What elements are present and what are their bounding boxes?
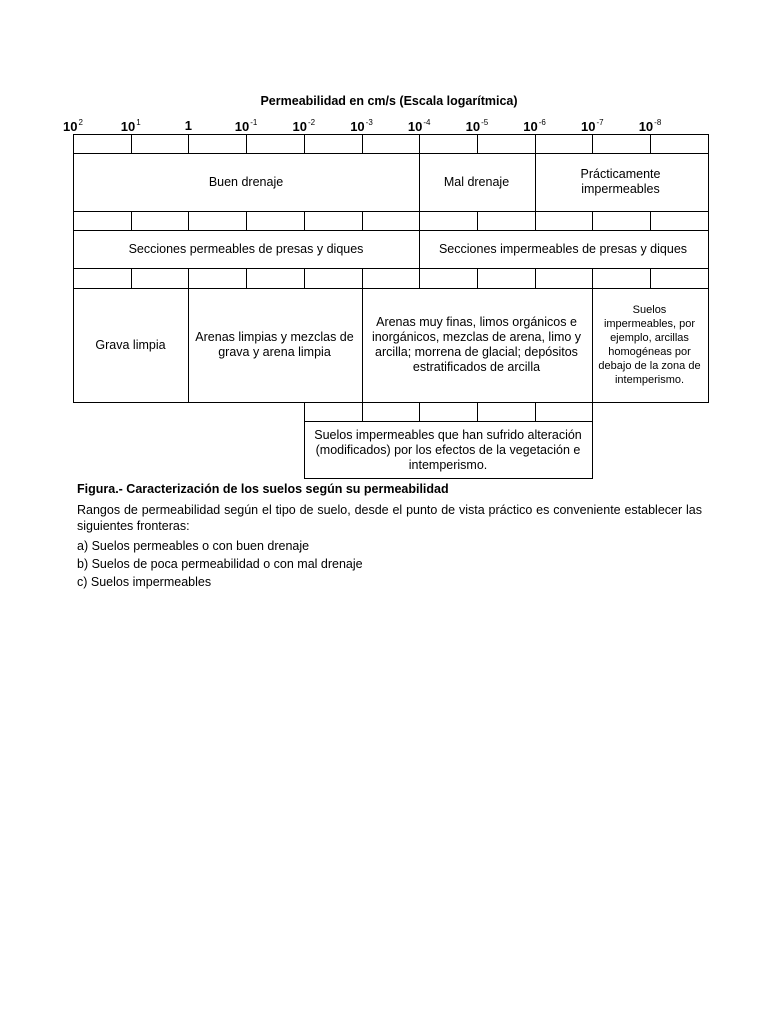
table-line [362,211,363,230]
clean-sands-cell: Arenas limpias y mezclas de grava y arena limpia [195,330,354,359]
scale-tick-base: 10 [63,119,78,134]
scale-tick-base: 10 [465,119,481,134]
table-line [131,211,132,230]
table-line [362,134,363,153]
table-line [592,402,593,421]
table-line [592,268,593,288]
scale-tick-label [53,118,93,134]
figure-caption: Figura.- Caracterización de los suelos según su permeabilidad [77,482,449,496]
scale-tick-exponent: 1 [136,118,141,127]
table-line [304,211,305,230]
scale-tick-base: 10 [523,119,538,134]
table-line [592,421,593,478]
scale-tick-label [284,118,324,134]
scale-tick-base: 10 [581,119,596,134]
scale-tick-label [168,118,208,133]
list-item: c) Suelos impermeables [77,575,212,589]
table-line [592,211,593,230]
table-line [650,268,651,288]
table-line [362,268,363,288]
fine-sands-silts-cell: Arenas muy finas, limos orgánicos e inorgánicos, mezclas de arena, limo y arcilla; morrena de glacial; depósitos estratificados de arcilla [371,315,582,374]
table-line [73,268,709,269]
scale-tick-label [630,118,670,134]
scale-tick-base: 10 [234,119,250,134]
table-line [477,402,478,421]
scale-tick-label [226,118,266,134]
impermeable-dam-sections-cell: Secciones impermeables de presas y diques [438,241,688,256]
scale-tick-base: 10 [120,119,136,134]
table-line [188,268,189,288]
scale-tick-label [457,118,497,134]
table-line [188,134,189,153]
table-line [477,268,478,288]
table-line [304,268,305,288]
scale-tick-label [515,118,555,134]
practically-impermeable-cell: Prácticamente impermeables [580,167,661,196]
scale-tick-label [572,118,612,134]
poor-drainage-cell: Mal drenaje [443,174,510,189]
table-line [477,211,478,230]
list-item: b) Suelos de poca permeabilidad o con mal drenaje [77,557,363,571]
table-line [477,134,478,153]
table-line [131,134,132,153]
scale-tick-exponent: -6 [538,118,546,127]
scale-tick-label [111,118,151,134]
clean-gravel-cell: Grava limpia [95,337,166,352]
table-line [304,134,305,153]
scale-tick-base: 1 [184,118,192,133]
scale-tick-base: 10 [350,119,365,134]
scale-tick-label [399,118,439,134]
table-line [535,211,536,230]
table-line [73,402,709,403]
table-line [535,268,536,288]
scale-tick-exponent: -2 [307,118,316,127]
table-line [708,134,709,403]
table-line [131,268,132,288]
table-line [304,478,593,479]
scale-tick-exponent: -1 [250,118,258,127]
modified-impermeable-soils-cell: Suelos impermeables que han sufrido alteración (modificados) por los efectos de la vegetación e intemperismo. [314,427,582,472]
scale-tick-base: 10 [292,119,307,134]
table-line [73,134,709,135]
table-line [304,402,305,421]
scale-tick-exponent: -7 [596,118,604,127]
table-line [535,134,536,153]
scale-tick-exponent: -4 [423,118,431,127]
table-line [650,134,651,153]
impermeable-soils-cell: Suelos impermeables, por ejemplo, arcillas homogéneas por debajo de la zona de intemperismo. [598,304,701,386]
table-line [246,134,247,153]
scale-tick-exponent: -3 [365,118,373,127]
table-line [188,211,189,230]
list-item: a) Suelos permeables o con buen drenaje [77,539,310,553]
table-line [535,402,536,421]
figure-title: Permeabilidad en cm/s (Escala logarítmica) [260,94,518,108]
scale-tick-exponent: 2 [78,118,83,127]
table-line [246,268,247,288]
good-drainage-cell: Buen drenaje [208,174,284,189]
table-line [419,268,420,288]
table-line [419,211,420,230]
table-line [419,134,420,153]
scale-tick-label [342,118,382,134]
table-line [362,402,363,421]
intro-paragraph: Rangos de permeabilidad según el tipo de suelo, desde el punto de vista práctico es conveniente establecer las siguientes fronteras: [77,503,702,533]
permeable-dam-sections-cell: Secciones permeables de presas y diques [128,241,364,256]
scale-tick-base: 10 [638,119,654,134]
table-line [73,211,709,212]
table-line [650,211,651,230]
scale-tick-base: 10 [407,119,423,134]
scale-tick-exponent: -5 [481,118,489,127]
table-line [246,211,247,230]
scale-tick-exponent: -8 [654,118,662,127]
table-line [419,402,420,421]
table-line [592,134,593,153]
